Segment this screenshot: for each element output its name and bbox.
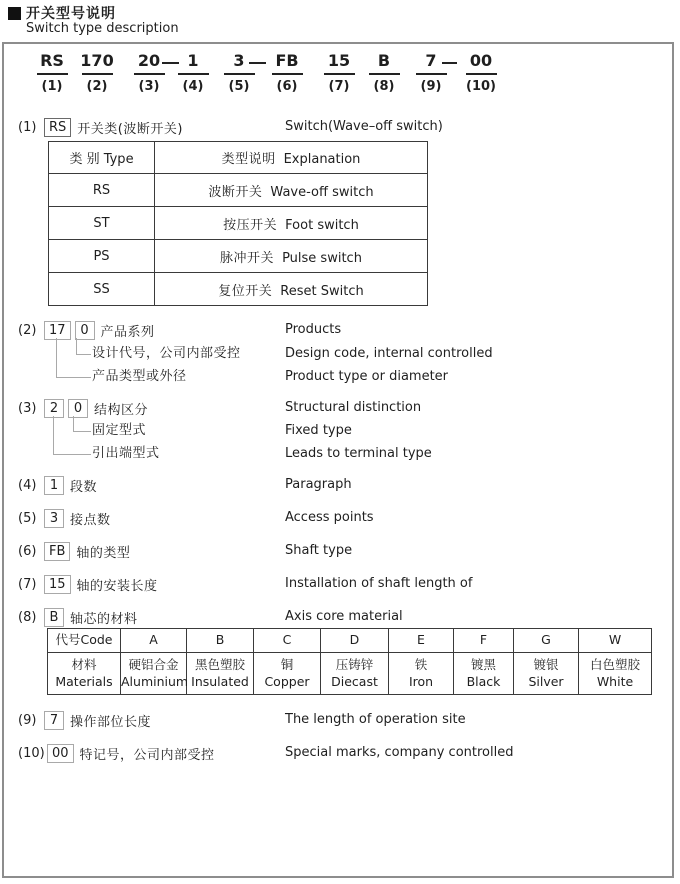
explanation-en: Reset Switch: [280, 283, 364, 299]
section-code-box: 1: [44, 476, 64, 495]
materials-code: W: [579, 629, 652, 653]
part-code: FB: [275, 51, 299, 70]
section-2-sub-1-en: Design code, internal controlled: [285, 346, 493, 361]
part-position: (4): [182, 79, 204, 94]
type-table-header-type: 类 别 Type: [49, 142, 155, 174]
connector-line: [56, 338, 91, 378]
part-segment-2: [73, 52, 121, 95]
materials-code: B: [187, 629, 254, 653]
part-segment-8: [360, 52, 408, 95]
explanation-zh: 波断开关: [208, 184, 263, 200]
section-2: [18, 320, 155, 340]
page-subtitle: Switch type description: [26, 21, 179, 36]
part-code: 15: [327, 51, 351, 70]
type-cell: PS: [49, 240, 155, 273]
materials-cell: [579, 653, 652, 695]
part-code: B: [377, 51, 391, 70]
material-zh: 白色塑胶: [589, 656, 640, 672]
part-underline: [134, 73, 165, 75]
material-zh: 镀银: [533, 656, 559, 672]
section-label-zh: 段数: [70, 479, 98, 495]
part-code: 20: [137, 51, 161, 70]
part-position: (2): [86, 79, 108, 94]
explanation-cell: [155, 207, 428, 240]
section-3-sub-1-zh: 固定型式: [92, 423, 147, 438]
connector-line: [53, 416, 91, 455]
material-en: Diecast: [331, 673, 378, 689]
material-en: Insulated: [191, 673, 249, 689]
material-en: Materials: [55, 673, 113, 689]
materials-code: D: [321, 629, 389, 653]
section-label-zh: 接点数: [70, 512, 111, 528]
section-code-box: 0: [75, 321, 95, 340]
materials-header-row: [48, 629, 652, 653]
part-code: 7: [425, 51, 437, 70]
materials-cell: [454, 653, 514, 695]
materials-cell: [48, 653, 121, 695]
material-zh: 黑色塑胶: [194, 656, 245, 672]
title-chinese: 开关型号说明: [26, 6, 116, 22]
section-2-sub-1-zh: 设计代号，公司内部受控: [92, 346, 241, 361]
section-number: (2): [18, 322, 37, 338]
section-4: [18, 475, 97, 495]
part-code: 3: [233, 51, 245, 70]
materials-code: A: [121, 629, 187, 653]
section-code-box: 2: [44, 399, 64, 418]
materials-cell: [187, 653, 254, 695]
section-code-box: 17: [44, 321, 71, 340]
part-position: (8): [373, 79, 395, 94]
section-label-en: Access points: [285, 510, 374, 525]
section-code-box: 00: [47, 744, 74, 763]
part-code: 170: [80, 51, 114, 70]
section-code-box: 3: [44, 509, 64, 528]
section-3-sub-2-zh: 引出端型式: [92, 446, 160, 461]
part-underline: [37, 73, 68, 75]
type-table-header-explanation: [155, 142, 428, 174]
materials-cell: [321, 653, 389, 695]
section-8: [18, 607, 138, 627]
section-code-box: B: [44, 608, 64, 627]
section-9: [18, 710, 151, 730]
section-number: (5): [18, 510, 37, 526]
part-underline: [178, 73, 209, 75]
section-code-box: FB: [44, 542, 70, 561]
part-underline: [466, 73, 497, 75]
explanation-en: Foot switch: [285, 217, 359, 233]
section-label-en: Structural distinction: [285, 400, 422, 415]
materials-code: G: [514, 629, 579, 653]
materials-cell: [514, 653, 579, 695]
section-code-box: 15: [44, 575, 71, 594]
part-code: 00: [469, 51, 493, 70]
square-bullet-icon: [8, 7, 21, 20]
materials-code: C: [254, 629, 321, 653]
section-label-zh: 开关类(波断开关): [77, 121, 183, 137]
material-en: Silver: [528, 673, 564, 689]
part-dash: [162, 62, 179, 64]
section-label-en: Shaft type: [285, 543, 353, 558]
section-code-box: 0: [68, 399, 88, 418]
section-7: [18, 574, 158, 594]
part-segment-6: [263, 52, 311, 95]
explanation-zh: 复位开关: [218, 283, 273, 299]
part-segment-4: [169, 52, 217, 95]
part-position: (3): [138, 79, 160, 94]
part-position: (1): [41, 79, 63, 94]
part-segment-9: [407, 52, 455, 95]
page-title: [8, 3, 116, 23]
type-table-header-row: [49, 142, 428, 174]
materials-code: E: [389, 629, 454, 653]
section-number: (6): [18, 543, 37, 559]
material-en: White: [596, 673, 634, 689]
explanation-cell: [155, 240, 428, 273]
type-table-row: [49, 240, 428, 273]
part-segment-5: [215, 52, 263, 95]
material-zh: 材料: [71, 656, 97, 672]
section-2-sub-2-zh: 产品类型或外径: [92, 369, 187, 384]
section-label-zh: 特记号，公司内部受控: [79, 747, 215, 763]
part-underline: [224, 73, 255, 75]
section-label-zh: 产品系列: [100, 324, 155, 340]
part-position: (6): [276, 79, 298, 94]
section-label-zh: 结构区分: [94, 402, 149, 418]
materials-cell: [389, 653, 454, 695]
part-code: 1: [187, 51, 199, 70]
part-underline: [272, 73, 303, 75]
section-code-box: 7: [44, 711, 64, 730]
section-label-en: Axis core material: [285, 609, 403, 624]
type-cell: ST: [49, 207, 155, 240]
part-position: (10): [466, 79, 496, 94]
section-label-zh: 轴的类型: [76, 545, 131, 561]
section-3-sub-2-en: Leads to terminal type: [285, 446, 432, 461]
type-table-row: [49, 273, 428, 306]
material-zh: 铁: [414, 656, 428, 672]
section-label-zh: 轴的安装长度: [76, 578, 158, 594]
part-underline: [324, 73, 355, 75]
explanation-en: Wave-off switch: [270, 184, 374, 200]
section-3: [18, 398, 148, 418]
section-label-en: Paragraph: [285, 477, 352, 492]
materials-table: [47, 628, 652, 695]
header-explanation-zh: 类型说明: [221, 152, 276, 167]
materials-code-header: 代号Code: [48, 629, 121, 653]
material-en: Black: [466, 673, 501, 689]
section-10: [18, 743, 215, 763]
part-underline: [416, 73, 447, 75]
section-label-en: Products: [285, 322, 342, 337]
section-number: (3): [18, 400, 37, 416]
material-zh: 硬铝合金: [128, 656, 179, 672]
part-position: (9): [420, 79, 442, 94]
material-zh: 压铸锌: [335, 656, 374, 672]
material-en: Aluminium: [121, 673, 189, 689]
section-number: (8): [18, 609, 37, 625]
section-2-sub-2-en: Product type or diameter: [285, 369, 449, 384]
part-dash: [442, 62, 457, 64]
section-number: (4): [18, 477, 37, 493]
type-table: [48, 141, 428, 306]
part-dash: [249, 62, 266, 64]
materials-cell: [121, 653, 187, 695]
type-cell: SS: [49, 273, 155, 306]
part-segment-10: [457, 52, 505, 95]
material-en: Iron: [408, 673, 434, 689]
explanation-zh: 脉冲开关: [220, 250, 275, 266]
section-number: (1): [18, 119, 37, 135]
materials-cell: [254, 653, 321, 695]
section-label-en: Installation of shaft length of: [285, 576, 473, 591]
section-3-sub-1-en: Fixed type: [285, 423, 352, 438]
material-zh: 镀黑: [470, 656, 496, 672]
part-underline: [369, 73, 400, 75]
part-segment-7: [315, 52, 363, 95]
section-label-en: The length of operation site: [285, 712, 466, 727]
material-en: Copper: [264, 673, 310, 689]
section-number: (7): [18, 576, 37, 592]
part-position: (5): [228, 79, 250, 94]
materials-body-row: [48, 653, 652, 695]
section-1: [18, 117, 183, 137]
explanation-zh: 按压开关: [223, 217, 278, 233]
part-segment-1: [28, 52, 76, 95]
header-explanation-en: Explanation: [283, 152, 361, 167]
part-segment-3: [125, 52, 173, 95]
section-6: [18, 541, 130, 561]
section-number: (9): [18, 712, 37, 728]
section-label-en: Switch(Wave–off switch): [285, 119, 443, 134]
material-zh: 铜: [280, 656, 294, 672]
type-cell: RS: [49, 174, 155, 207]
part-underline: [82, 73, 113, 75]
type-table-row: [49, 174, 428, 207]
section-code-box: RS: [44, 118, 71, 137]
part-position: (7): [328, 79, 350, 94]
explanation-cell: [155, 174, 428, 207]
type-table-row: [49, 207, 428, 240]
explanation-en: Pulse switch: [282, 250, 362, 266]
section-label-zh: 轴芯的材料: [70, 611, 138, 627]
section-number: (10): [18, 745, 45, 761]
part-code: RS: [40, 51, 64, 70]
section-5: [18, 508, 111, 528]
explanation-cell: [155, 273, 428, 306]
section-label-en: Special marks, company controlled: [285, 745, 514, 760]
section-label-zh: 操作部位长度: [70, 714, 152, 730]
materials-code: F: [454, 629, 514, 653]
